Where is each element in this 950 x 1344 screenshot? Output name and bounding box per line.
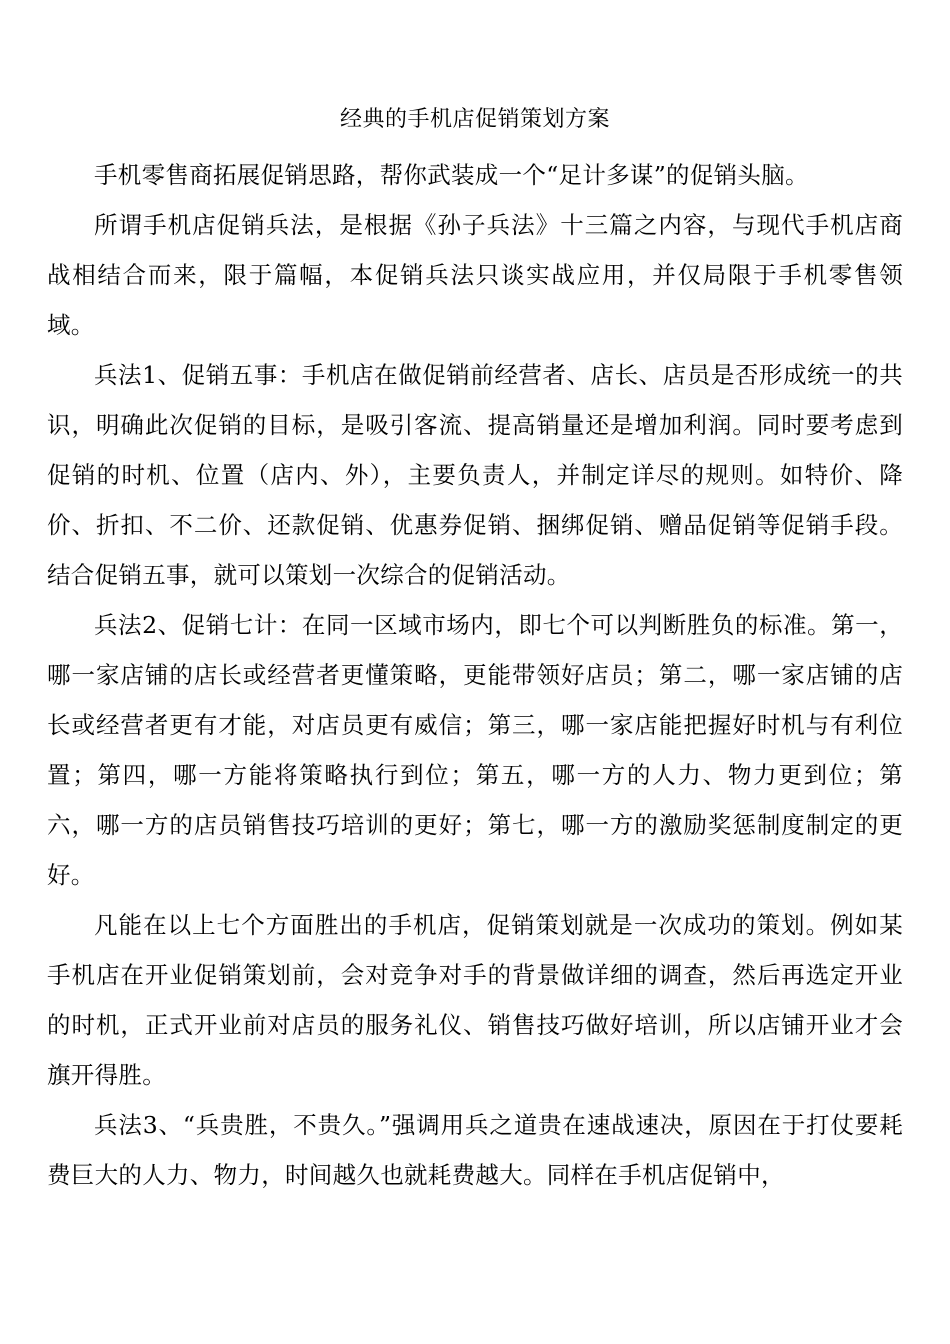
paragraph-example: 凡能在以上七个方面胜出的手机店，促销策划就是一次成功的策划。例如某手机店在开业促销策划前，会对竞争对手的背景做详细的调查，然后再选定开业的时机，正式开业前对店员的服务礼仪、销售技巧做好培训，所以店铺开业才会旗开得胜。 [47,911,903,1089]
paragraph-definition: 所谓手机店促销兵法，是根据《孙子兵法》十三篇之内容，与现代手机店商战相结合而来，限于篇幅，本促销兵法只谈实战应用，并仅局限于手机零售领域。 [47,211,903,339]
document-body [47,150,903,1200]
paragraph-tactic-3: 兵法3、“兵贵胜，不贵久。”强调用兵之道贵在速战速决，原因在于打仗要耗费巨大的人力、物力，时间越久也就耗费越大。同样在手机店促销中， [47,1111,903,1189]
paragraph-intro: 手机零售商拓展促销思路，帮你武装成一个“足计多谋”的促销头脑。 [94,161,809,189]
page-title: 经典的手机店促销策划方案 [339,107,610,132]
paragraph-tactic-1: 兵法1、促销五事：手机店在做促销前经营者、店长、店员是否形成统一的共识，明确此次促销的目标，是吸引客流、提高销量还是增加利润。同时要考虑到促销的时机、位置（店内、外），主要负责人，并制定详尽的规则。如特价、降价、折扣、不二价、还款促销、优惠券促销、捆绑促销、赠品促销等促销手段。结合促销五事，就可以策划一次综合的促销活动。 [47,361,903,589]
paragraph-tactic-2: 兵法2、促销七计：在同一区域市场内，即七个可以判断胜负的标准。第一，哪一家店铺的店长或经营者更懂策略，更能带领好店员；第二，哪一家店铺的店长或经营者更有才能，对店员更有威信；第三，哪一家店能把握好时机与有利位置；第四，哪一方能将策略执行到位；第五，哪一方的人力、物力更到位；第六，哪一方的店员销售技巧培训的更好；第七，哪一方的激励奖惩制度制定的更好。 [47,611,903,889]
